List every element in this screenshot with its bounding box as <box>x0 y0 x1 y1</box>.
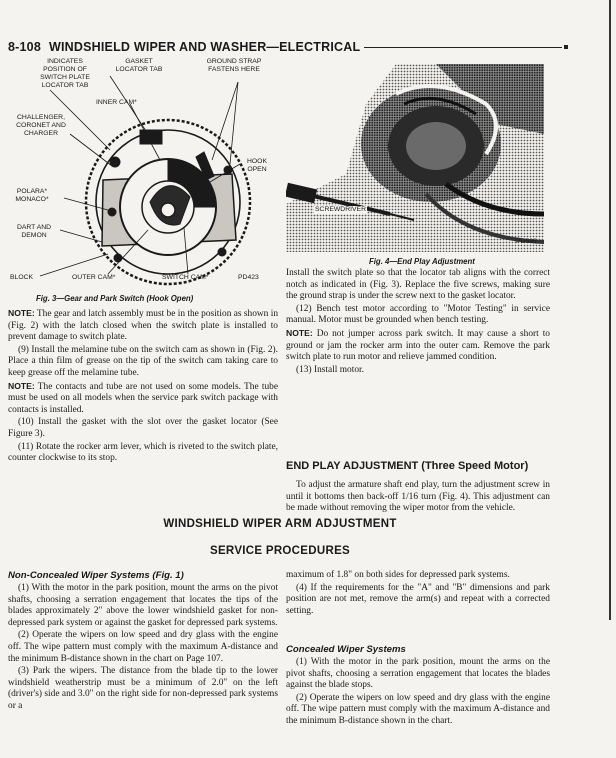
switch-plate-paragraph: Install the switch plate so that the locator tab aligns with the correct notch as indicated in (Fig. 3). Replace the five screws, making sure the ground strap is under the screw next to the gasket locator. <box>286 268 550 302</box>
fig4-label-screwdriver: SCREWDRIVER <box>315 206 366 213</box>
concealed-section <box>286 657 550 729</box>
end-play-heading: END PLAY ADJUSTMENT (Three Speed Motor) <box>286 460 529 472</box>
fig4-code: PD586 <box>516 238 537 245</box>
note-text: The gear and latch assembly must be in the position as shown in (Fig. 2) with the latch closed when the switch plate is installed to prevent damage to switch plate. <box>8 309 279 343</box>
fig3-label-switch-cam: SWITCH CAM* <box>162 274 209 281</box>
fig4-photo <box>286 64 544 252</box>
note-label: NOTE: <box>8 308 35 318</box>
nc-step-1: (1) With the motor in the park position, mount the arms on the pivot shafts, choosing a serration engagement that locates the tips of the blades approximately 2" above the lower windshield gasket for non-depressed park system or against the gasket for depressed park systems. <box>8 583 278 628</box>
header-rule <box>364 47 562 48</box>
right-column <box>286 268 550 377</box>
page-title: WINDSHIELD WIPER AND WASHER—ELECTRICAL <box>48 40 361 54</box>
fig3-label-outer-cam: OUTER CAM* <box>72 274 116 281</box>
note-paragraph <box>286 328 550 364</box>
fig3-label-polara: POLARA* MONACO* <box>15 188 49 203</box>
end-play-paragraph: To adjust the armature shaft end play, turn the adjustment screw in until it bottoms then back-off 1/16 turn (Fig. 4). This adjustment can be made without removing the wiper motor from the vehicle. <box>286 480 550 514</box>
nc-step-4: (4) If the requirements for the "A" and "B" dimensions and park position are not met, remove the arm(s) and repeat with a corrected setting. <box>286 582 550 616</box>
bottom-right-column <box>286 570 550 618</box>
fig4-drawing <box>286 64 544 252</box>
page-edge-line <box>609 0 611 620</box>
fig4-caption: Fig. 4—End Play Adjustment <box>369 257 475 266</box>
nc-step-2: (2) Operate the wipers on low speed and dry glass with the engine off. The wipe pattern must comply with the maximum A-distance and the minimum B-distance shown in the chart on Page 107. <box>8 630 278 664</box>
fig3-label-dart: DART AND DEMON <box>16 224 52 239</box>
note-label: NOTE: <box>286 327 313 338</box>
header-end-mark <box>564 45 568 49</box>
end-play-section <box>286 480 550 516</box>
section-title: WINDSHIELD WIPER ARM ADJUSTMENT <box>163 518 397 530</box>
fig3-code: PD423 <box>238 274 259 281</box>
fig3-label-indicates: INDICATES POSITION OF SWITCH PLATE LOCATOR TAB <box>40 58 90 89</box>
step-13: (13) Install motor. <box>296 364 364 375</box>
section-subtitle: SERVICE PROCEDURES <box>209 545 351 557</box>
nc-step-3: (3) Park the wipers. The distance from the blade tip to the lower windshield weatherstrip must be a minimum of 2.0" on the left (driver's) side and 3.0" on the right side for non-depressed park systems or a <box>8 666 278 711</box>
fig3-caption: Fig. 3—Gear and Park Switch (Hook Open) <box>36 294 194 303</box>
bottom-left-column <box>8 583 278 714</box>
note-paragraph <box>8 308 278 344</box>
page-number: 8-108 <box>8 40 41 54</box>
note-paragraph <box>8 381 278 417</box>
step-11: (11) Rotate the rocker arm lever, which is riveted to the switch plate, counter clockwise to its stop. <box>8 441 278 464</box>
left-column <box>8 308 278 466</box>
c-step-1: (1) With the motor in the park position, mount the arms on the pivot shafts, choosing a serration engagement that locates the blades against the blade stops. <box>286 657 550 691</box>
note-label: NOTE: <box>8 380 35 391</box>
non-concealed-heading: Non-Concealed Wiper Systems (Fig. 1) <box>8 570 184 581</box>
fig3-label-gasket: GASKET LOCATOR TAB <box>115 58 163 73</box>
fig3-label-block: BLOCK <box>10 274 34 281</box>
note-text: Do not jumper across park switch. It may cause a short to ground or jam the rocker arm into the outer cam. Remove the park switch plate to run motor and relieve jammed condition. <box>286 328 550 363</box>
step-9: (9) Install the melamine tube on the switch cam as shown in (Fig. 2). Place a thin film of grease on the tip of the switch cam taking care to keep grease off the melamine tube. <box>8 344 278 378</box>
step-12: (12) Bench test motor according to "Motor Testing" in service manual. Motor must be grounded when bench testing. <box>286 303 550 326</box>
note-text: The contacts and tube are not used on some models. The tube must be used on all models when the service park switch package with contacts is installed. <box>8 381 278 415</box>
concealed-heading: Concealed Wiper Systems <box>286 644 406 655</box>
nc-step-3-continued: maximum of 1.8" on both sides for depressed park systems. <box>286 570 510 580</box>
c-step-2: (2) Operate the wipers on low speed and dry glass with the engine off. The wipe pattern must comply with the maximum A-distance and the minimum B-distance shown in the chart. <box>286 692 550 726</box>
fig3-label-hook-open: HOOK OPEN <box>246 158 267 173</box>
fig3-label-challenger: CHALLENGER, CORONET AND CHARGER <box>16 114 66 137</box>
step-10: (10) Install the gasket with the slot over the gasket locator (See Figure 3). <box>8 417 278 439</box>
fig3-label-inner-cam: INNER CAM* <box>96 99 137 106</box>
fig3-label-ground-strap: GROUND STRAP FASTENS HERE <box>206 58 262 73</box>
